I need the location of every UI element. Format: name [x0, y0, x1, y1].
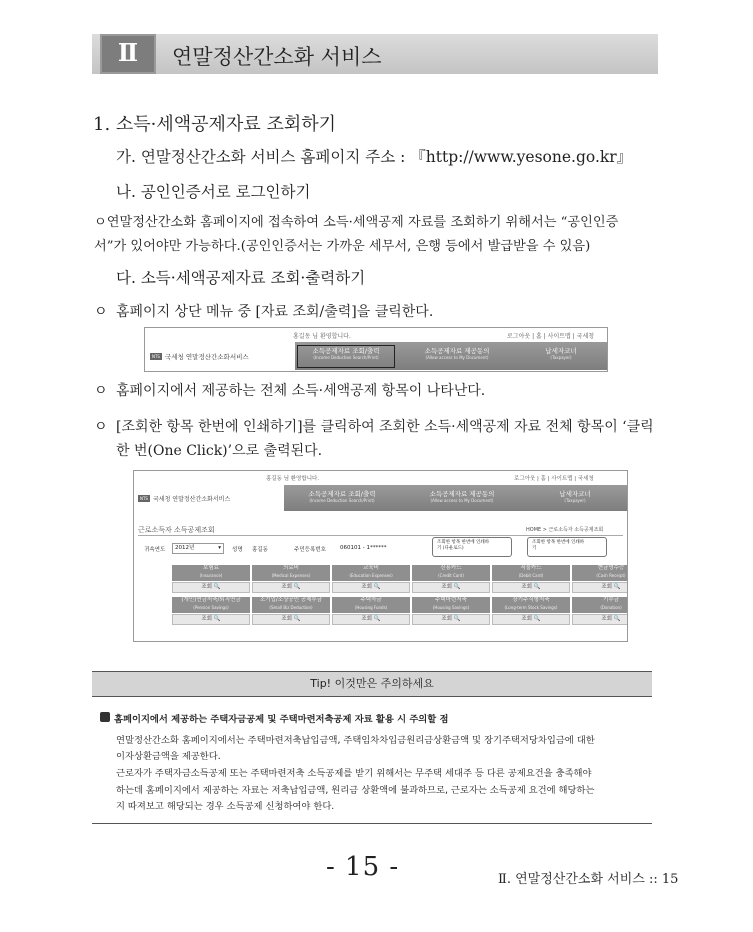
print-button-label: 조회한 항목 한번에 인쇄하기 (다운로드)	[437, 540, 490, 551]
top-links: 로그아웃 | 홈 | 사이트맵 | 국세청	[514, 476, 594, 482]
bullet-mark: ㅇ	[94, 304, 108, 320]
tip-body	[92, 695, 652, 824]
menu-allow-access[interactable]	[410, 489, 514, 503]
category-english: (Housing Savings)	[432, 605, 470, 610]
category-header	[412, 597, 490, 613]
page-number: - 15 -	[326, 852, 400, 882]
lookup-button[interactable]: 조회 🔍	[492, 582, 570, 593]
lookup-button[interactable]: 조회 🔍	[172, 614, 250, 625]
page-title: 근로소득자 소득공제조회	[138, 526, 215, 534]
item-a: 가. 연말정산간소화 서비스 홈페이지 주소 : 『http://www.yesone.go.kr』	[116, 148, 633, 166]
category-header	[492, 565, 570, 581]
note-icon	[100, 712, 110, 722]
site-logo[interactable]	[134, 485, 284, 511]
menu-sub: (Allow access to My Document)	[425, 355, 489, 360]
menu-sub: (Income Deduction Search/Print)	[309, 498, 375, 503]
category-header	[492, 597, 570, 613]
running-title: Ⅱ. 연말정산간소화 서비스 :: 15	[498, 872, 679, 887]
category-header	[572, 597, 628, 613]
nts-logo-icon: NTS	[152, 353, 160, 359]
category-english: (Long-term Stock Savings)	[504, 605, 558, 610]
menu-search-print[interactable]	[297, 345, 395, 368]
menu-label: 소득공제자료 조회/출력	[312, 347, 380, 355]
bullet-mark: ㅇ	[94, 383, 108, 399]
print-all-download-button[interactable]	[432, 537, 512, 557]
chapter-title: 연말정산간소화 서비스	[172, 45, 382, 69]
lookup-button[interactable]: 조회 🔍	[572, 582, 628, 593]
category-header	[252, 565, 330, 581]
category-english: (Cash Receipt)	[596, 573, 626, 578]
lookup-button[interactable]: 조회 🔍	[252, 614, 330, 625]
category-english: (Education Expenses)	[349, 573, 393, 578]
tip-line: 지 따져보고 해당되는 경우 소득공제 신청하여야 한다.	[116, 801, 335, 812]
section-title: 1. 소득·세액공제자료 조회하기	[93, 114, 336, 135]
category-header	[172, 597, 250, 613]
lookup-button[interactable]: 조회 🔍	[412, 582, 490, 593]
category-english: (Donation)	[600, 605, 622, 610]
menu-taxpayer[interactable]	[530, 489, 620, 503]
lookup-button[interactable]: 조회 🔍	[172, 582, 250, 593]
tip-line: 하는데 홈페이지에서 제공하는 자료는 저축납입금액, 원리금 상환액에 불과하므로, 근로자는 소득공제 요건에 해당하는	[116, 785, 595, 796]
category-header	[412, 565, 490, 581]
main-nav	[145, 342, 607, 370]
name-label: 성명	[232, 547, 243, 553]
paragraph-line-2: 서”가 있어야만 가능하다.(공인인증서는 가까운 세무서, 은행 등에서 발급받을 수 있음)	[94, 239, 591, 254]
category-name: 장기주식형저축	[512, 597, 550, 603]
logo-text: 국세청 연말정산간소화서비스	[164, 352, 249, 361]
category-english: (Housing Funds)	[354, 605, 388, 610]
homepage-menu-screenshot	[144, 327, 608, 372]
category-header	[572, 565, 628, 581]
category-name: 주택마련저축	[435, 597, 467, 603]
tip-header: Tip! 이것만은 주의하세요	[92, 671, 652, 697]
site-logo[interactable]	[145, 342, 295, 370]
rrn-label: 주민등록번호	[294, 547, 326, 553]
rrn-value: 060101 - 1******	[340, 545, 387, 551]
tip-line: 이자상환금액을 제공한다.	[116, 751, 221, 762]
category-name: 기부금	[603, 597, 619, 603]
print-button-label: 조회한 항목 한번에 인쇄하기	[532, 540, 585, 551]
menu-sub: (Taxpayer)	[564, 498, 586, 503]
menu-label: 소득공제자료 제공동의	[429, 490, 495, 498]
paragraph-line-1: ㅇ연말정산간소화 홈페이지에 접속하여 소득·세액공제 자료를 조회하기 위해서는 “공인인증	[94, 215, 619, 230]
chevron-down-icon: ▾	[218, 545, 221, 551]
category-name: 신용카드	[440, 565, 462, 571]
tip-line: 근로자가 주택자금소득공제 또는 주택마련저축 소득공제를 받기 위해서는 무주택 세대주 등 다른 공제요건을 충족해야	[116, 768, 592, 779]
greeting-text: 홍길동 님 환영합니다.	[293, 333, 351, 340]
item-c: 다. 소득·세액공제자료 조회·출력하기	[116, 269, 366, 287]
bullet-text-line-2: 한 번(One Click)’으로 출력된다.	[116, 443, 323, 459]
logo-text: 국세청 연말정산간소화서비스	[152, 495, 231, 503]
year-value: 2012년	[175, 545, 195, 551]
menu-sub: (Allow access to My Document)	[430, 498, 494, 503]
greeting-text: 홍길동 님 환영합니다.	[266, 476, 320, 482]
year-select[interactable]	[172, 543, 224, 554]
category-english: (Small Biz Deduction)	[269, 605, 313, 610]
category-english: (Medical Expenses)	[271, 573, 311, 578]
category-header	[332, 565, 410, 581]
category-english: (Debit Card)	[518, 573, 544, 578]
menu-label: 납세자코너	[559, 490, 591, 498]
category-name: (개인)연금저축/퇴직연금	[181, 597, 241, 603]
tip-line: 연말정산간소화 홈페이지에서는 주택마련저축납입금액, 주택임차차입금원리금상환금액 및 장기주택저당차입금에 대한	[116, 735, 595, 746]
menu-label: 소득공제자료 조회/출력	[308, 490, 376, 498]
menu-search-print[interactable]	[290, 489, 394, 503]
menu-label: 소득공제자료 제공동의	[424, 347, 490, 355]
print-all-button[interactable]	[527, 537, 607, 557]
bullet-text: 홈페이지에서 제공하는 전체 소득·세액공제 항목이 나타난다.	[116, 383, 486, 399]
bullet-text-line-1: [조회한 항목 한번에 인쇄하기]를 클릭하여 조회한 소득·세액공제 자료 전체 항목이 ‘클릭	[116, 419, 654, 435]
name-value: 홍길동	[252, 547, 268, 553]
lookup-button[interactable]: 조회 🔍	[332, 582, 410, 593]
lookup-button[interactable]: 조회 🔍	[492, 614, 570, 625]
category-english: (Credit Card)	[438, 573, 464, 578]
category-name: 소기업/소상공인 공제부금	[259, 597, 323, 603]
menu-taxpayer[interactable]	[521, 346, 601, 360]
menu-sub: (Taxpayer)	[550, 355, 572, 360]
category-header	[252, 597, 330, 613]
category-english: (Pension Savings)	[193, 605, 229, 610]
menu-sub: (Income Deduction Search/Print)	[313, 355, 379, 360]
lookup-button[interactable]: 조회 🔍	[572, 614, 628, 625]
lookup-button[interactable]: 조회 🔍	[252, 582, 330, 593]
category-name: 직불카드	[520, 565, 542, 571]
divider	[138, 535, 623, 536]
lookup-button[interactable]: 조회 🔍	[412, 614, 490, 625]
chapter-number: Ⅱ	[100, 34, 156, 74]
item-b: 나. 공인인증서로 로그인하기	[116, 183, 311, 201]
category-name: 주택자금	[360, 597, 382, 603]
tip-heading: 홈페이지에서 제공하는 주택자금공제 및 주택마련저축공제 자료 활용 시 주의할 점	[114, 714, 449, 725]
menu-allow-access[interactable]	[407, 346, 507, 360]
bullet-mark: ㅇ	[94, 419, 108, 435]
year-label: 귀속연도	[144, 547, 166, 553]
menu-label: 납세자코너	[545, 347, 577, 355]
category-name: 의료비	[283, 565, 299, 571]
category-name: 현금영수증	[597, 565, 625, 571]
category-english: (Insurance)	[199, 573, 223, 578]
category-header	[172, 565, 250, 581]
lookup-button[interactable]: 조회 🔍	[332, 614, 410, 625]
top-links: 로그아웃 | 홈 | 사이트맵 | 국세청	[507, 333, 595, 340]
deduction-lookup-screenshot	[133, 470, 628, 642]
nts-logo-icon: NTS	[140, 495, 148, 501]
bullet-text: 홈페이지 상단 메뉴 중 [자료 조회/출력]을 클릭한다.	[116, 304, 434, 320]
category-header	[332, 597, 410, 613]
breadcrumb[interactable]: HOME > 근로소득자 소득공제조회	[526, 527, 604, 533]
category-name: 교육비	[363, 565, 379, 571]
category-name: 보험료	[203, 565, 219, 571]
